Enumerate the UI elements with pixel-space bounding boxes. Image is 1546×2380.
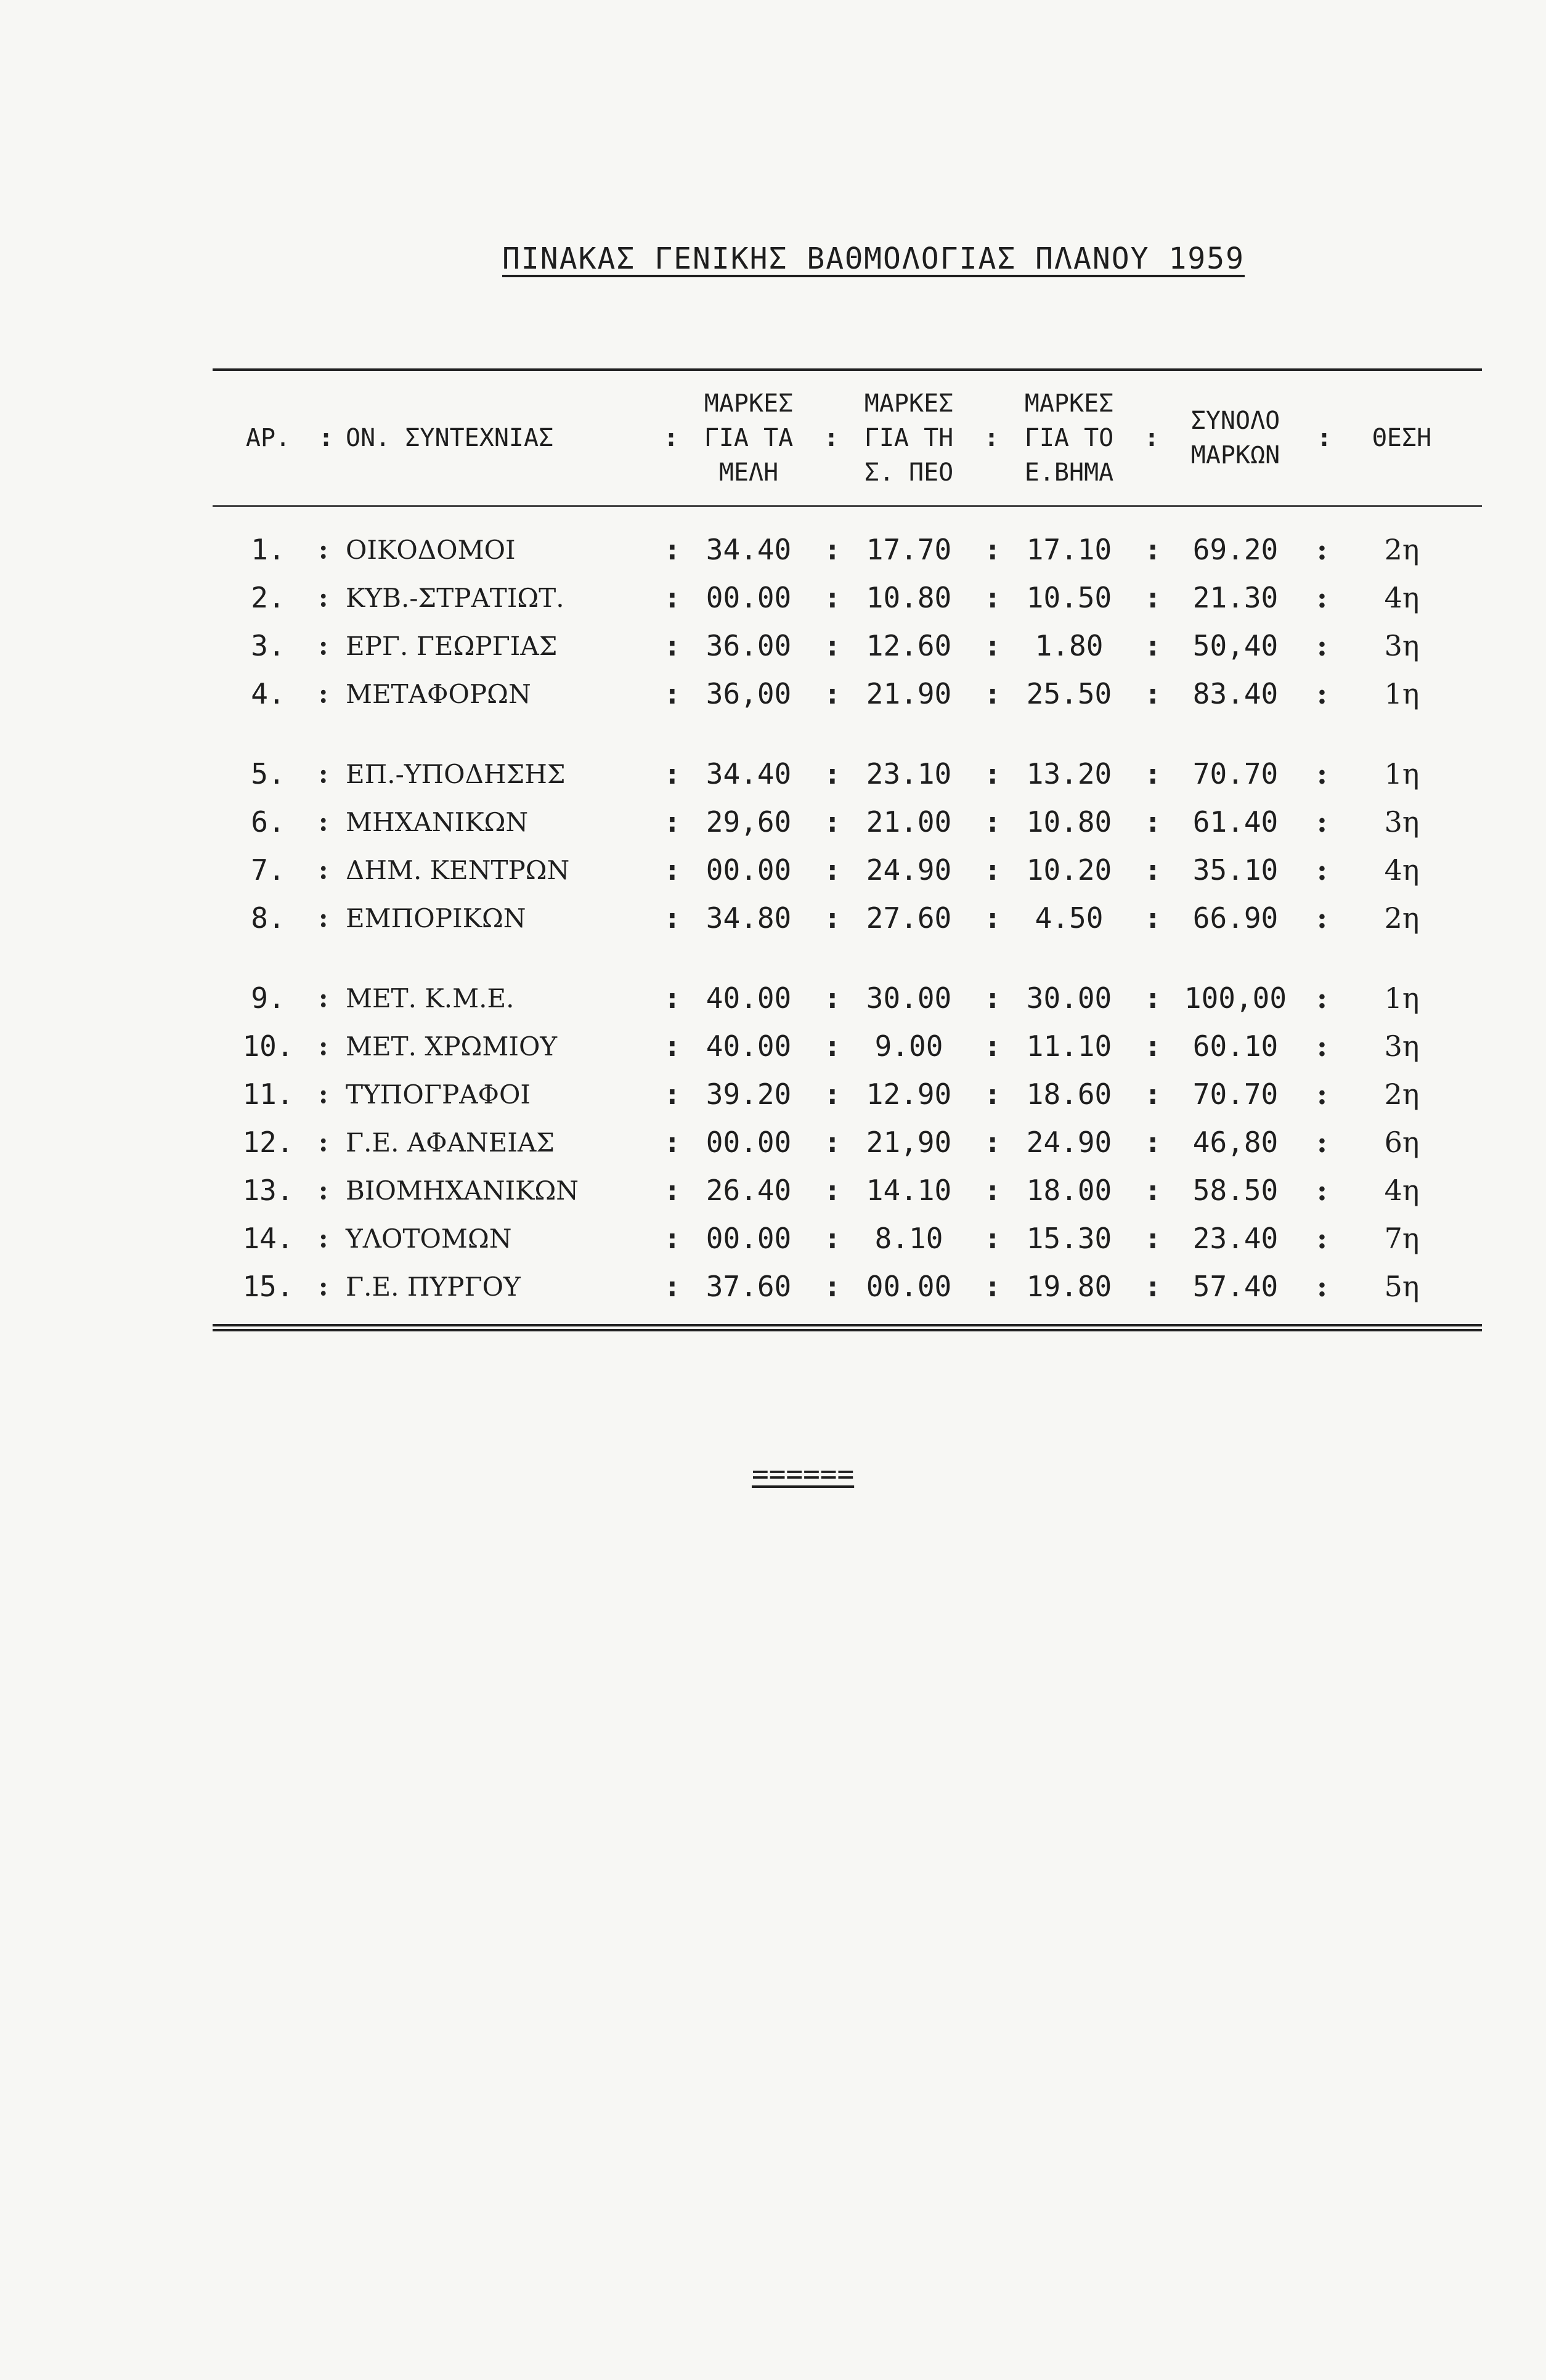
marks-evima-cell: : 13.20: [989, 757, 1149, 790]
total-marks-cell: : 46,80: [1149, 1126, 1322, 1159]
row-number-cell: 3.: [251, 629, 285, 662]
row-number-cell: 7.: [251, 853, 285, 887]
table-row: [213, 894, 1482, 942]
row-number-cell: 15.: [242, 1270, 294, 1303]
marks-speo-cell: : 21,90: [829, 1126, 989, 1159]
marks-evima-cell: : 1.80: [989, 629, 1149, 662]
table-row: [213, 798, 1482, 846]
row-group: [213, 718, 1482, 942]
marks-members-cell: : 00.00: [669, 1222, 829, 1255]
marks-members-cell: : 29,60: [669, 805, 829, 839]
trade-name-cell: : ΕΠ.-ΥΠΟΔΗΣΗΣ: [323, 759, 669, 789]
marks-speo-cell: : 8.10: [829, 1222, 989, 1255]
header-line: ΜΕΛΗ: [718, 458, 779, 487]
header-name: : ΟΝ. ΣΥΝΤΕΧΝΙΑΣ: [323, 421, 669, 455]
marks-evima-cell: : 24.90: [989, 1126, 1149, 1159]
header-line: Ε.ΒΗΜΑ: [1024, 458, 1114, 487]
marks-evima-cell: : 17.10: [989, 533, 1149, 566]
header-line: ΜΑΡΚΩΝ: [1190, 441, 1280, 469]
table-row: [213, 670, 1482, 718]
marks-evima-cell: : 11.10: [989, 1030, 1149, 1063]
trade-name-cell: : Γ.Ε. ΠΥΡΓΟΥ: [323, 1272, 669, 1302]
marks-speo-cell: : 00.00: [829, 1270, 989, 1303]
table-body: [213, 507, 1482, 1310]
marks-evima-cell: : 10.50: [989, 581, 1149, 614]
trade-name-cell: : ΕΜΠΟΡΙΚΩΝ: [323, 903, 669, 933]
position-cell: : 7η: [1322, 1222, 1482, 1255]
position-cell: : 4η: [1322, 581, 1482, 614]
header-total-marks: [1149, 404, 1322, 473]
row-number-cell: 8.: [251, 901, 285, 935]
row-number-cell: 12.: [242, 1126, 294, 1159]
table-row: [213, 750, 1482, 798]
row-number-cell: 14.: [242, 1222, 294, 1255]
marks-speo-cell: : 24.90: [829, 853, 989, 887]
trade-name-cell: : ΕΡΓ. ΓΕΩΡΓΙΑΣ: [323, 631, 669, 661]
table-row: [213, 974, 1482, 1022]
table-row: [213, 846, 1482, 894]
row-number-cell: 13.: [242, 1174, 294, 1207]
marks-speo-cell: : 27.60: [829, 901, 989, 935]
row-group: [213, 507, 1482, 718]
marks-evima-cell: : 4.50: [989, 901, 1149, 935]
position-cell: : 2η: [1322, 1078, 1482, 1111]
header-line: : ΜΑΡΚΕΣ: [704, 389, 794, 418]
marks-members-cell: : 39.20: [669, 1078, 829, 1111]
trade-name-cell: : ΜΗΧΑΝΙΚΩΝ: [323, 807, 669, 837]
total-marks-cell: : 21.30: [1149, 581, 1322, 614]
marks-evima-cell: : 30.00: [989, 981, 1149, 1015]
marks-speo-cell: : 23.10: [829, 757, 989, 790]
marks-speo-cell: : 12.90: [829, 1078, 989, 1111]
marks-speo-cell: : 10.80: [829, 581, 989, 614]
trade-name-cell: : ΟΙΚΟΔΟΜΟΙ: [323, 535, 669, 565]
table-row: [213, 1214, 1482, 1262]
total-marks-cell: : 83.40: [1149, 677, 1322, 710]
marks-members-cell: : 37.60: [669, 1270, 829, 1303]
position-cell: : 1η: [1322, 757, 1482, 790]
header-line: : ΜΑΡΚΕΣ: [864, 389, 954, 418]
marks-speo-cell: : 30.00: [829, 981, 989, 1015]
trade-name-cell: : ΔΗΜ. ΚΕΝΤΡΩΝ: [323, 855, 669, 885]
total-marks-cell: : 66.90: [1149, 901, 1322, 935]
trade-name-cell: : ΤΥΠΟΓΡΑΦΟΙ: [323, 1079, 669, 1110]
total-marks-cell: : 35.10: [1149, 853, 1322, 887]
total-marks-cell: : 60.10: [1149, 1030, 1322, 1063]
trade-name-cell: : ΥΛΟΤΟΜΩΝ: [323, 1224, 669, 1254]
table-row: [213, 1166, 1482, 1214]
marks-members-cell: : 34.80: [669, 901, 829, 935]
row-number-cell: 10.: [242, 1030, 294, 1063]
table-row: [213, 1118, 1482, 1166]
marks-members-cell: : 40.00: [669, 1030, 829, 1063]
marks-evima-cell: : 18.60: [989, 1078, 1149, 1111]
position-cell: : 3η: [1322, 1030, 1482, 1063]
position-cell: : 2η: [1322, 533, 1482, 566]
position-cell: : 5η: [1322, 1270, 1482, 1303]
marks-speo-cell: : 21.00: [829, 805, 989, 839]
marks-members-cell: : 36.00: [669, 629, 829, 662]
row-number-cell: 2.: [251, 581, 285, 614]
marks-members-cell: : 34.40: [669, 757, 829, 790]
table-row: [213, 526, 1482, 574]
header-marks-speo: [829, 386, 989, 490]
table-row: [213, 622, 1482, 670]
marks-evima-cell: : 10.80: [989, 805, 1149, 839]
header-marks-evima: [989, 386, 1149, 490]
table-bottom-rule: [213, 1324, 1482, 1331]
total-marks-cell: : 61.40: [1149, 805, 1322, 839]
position-cell: : 3η: [1322, 805, 1482, 839]
marks-evima-cell: : 19.80: [989, 1270, 1149, 1303]
position-cell: : 4η: [1322, 1174, 1482, 1207]
total-marks-cell: : 50,40: [1149, 629, 1322, 662]
header-line: ΓΙΑ ΤΑ: [704, 424, 794, 452]
trade-name-cell: : ΜΕΤ. Κ.Μ.Ε.: [323, 983, 669, 1013]
position-cell: : 2η: [1322, 901, 1482, 935]
table-header-row: [213, 371, 1482, 507]
trade-name-cell: : ΒΙΟΜΗΧΑΝΙΚΩΝ: [323, 1176, 669, 1206]
total-marks-cell: : 23.40: [1149, 1222, 1322, 1255]
position-cell: : 3η: [1322, 629, 1482, 662]
trade-name-cell: : ΚΥΒ.-ΣΤΡΑΤΙΩΤ.: [323, 583, 669, 613]
footer-mark: ======: [752, 1457, 855, 1490]
row-number-cell: 1.: [251, 533, 285, 566]
marks-evima-cell: : 25.50: [989, 677, 1149, 710]
table-row: [213, 1022, 1482, 1070]
marks-members-cell: : 34.40: [669, 533, 829, 566]
marks-evima-cell: : 15.30: [989, 1222, 1149, 1255]
table-row: [213, 574, 1482, 622]
marks-evima-cell: : 18.00: [989, 1174, 1149, 1207]
row-number-cell: 4.: [251, 677, 285, 710]
marks-speo-cell: : 9.00: [829, 1030, 989, 1063]
trade-name-cell: : Γ.Ε. ΑΦΑΝΕΙΑΣ: [323, 1127, 669, 1158]
header-nr: ΑΡ.: [245, 424, 291, 452]
row-number-cell: 11.: [242, 1078, 294, 1111]
ranking-table: [213, 368, 1482, 1331]
position-cell: : 4η: [1322, 853, 1482, 887]
marks-members-cell: : 26.40: [669, 1174, 829, 1207]
marks-speo-cell: : 17.70: [829, 533, 989, 566]
header-line: ΓΙΑ ΤΟ: [1024, 424, 1114, 452]
row-number-cell: 9.: [251, 981, 285, 1015]
header-line: ΓΙΑ ΤΗ: [864, 424, 954, 452]
total-marks-cell: : 57.40: [1149, 1270, 1322, 1303]
page-title: ΠΙΝΑΚΑΣ ΓΕΝΙΚΗΣ ΒΑΘΜΟΛΟΓΙΑΣ ΠΛΑΝΟΥ 1959: [502, 242, 1245, 276]
header-line: Σ. ΠΕΟ: [864, 458, 954, 487]
position-cell: : 1η: [1322, 981, 1482, 1015]
position-cell: : 6η: [1322, 1126, 1482, 1159]
header-line: : ΣΥΝΟΛΟ: [1190, 407, 1280, 435]
marks-speo-cell: : 21.90: [829, 677, 989, 710]
table-row: [213, 1070, 1482, 1118]
row-number-cell: 6.: [251, 805, 285, 839]
marks-members-cell: : 00.00: [669, 1126, 829, 1159]
trade-name-cell: : ΜΕΤΑΦΟΡΩΝ: [323, 679, 669, 709]
header-line: : ΜΑΡΚΕΣ: [1024, 389, 1114, 418]
total-marks-cell: : 100,00: [1149, 981, 1322, 1015]
marks-members-cell: : 00.00: [669, 581, 829, 614]
total-marks-cell: : 58.50: [1149, 1174, 1322, 1207]
marks-speo-cell: : 12.60: [829, 629, 989, 662]
marks-evima-cell: : 10.20: [989, 853, 1149, 887]
marks-members-cell: : 36,00: [669, 677, 829, 710]
position-cell: : 1η: [1322, 677, 1482, 710]
header-position: : ΘΕΣΗ: [1322, 421, 1482, 455]
marks-members-cell: : 40.00: [669, 981, 829, 1015]
marks-speo-cell: : 14.10: [829, 1174, 989, 1207]
total-marks-cell: : 70.70: [1149, 757, 1322, 790]
row-number-cell: 5.: [251, 757, 285, 790]
marks-members-cell: : 00.00: [669, 853, 829, 887]
total-marks-cell: : 69.20: [1149, 533, 1322, 566]
trade-name-cell: : ΜΕΤ. ΧΡΩΜΙΟΥ: [323, 1031, 669, 1062]
row-group: [213, 942, 1482, 1310]
header-marks-members: [669, 386, 829, 490]
total-marks-cell: : 70.70: [1149, 1078, 1322, 1111]
table-row: [213, 1262, 1482, 1310]
